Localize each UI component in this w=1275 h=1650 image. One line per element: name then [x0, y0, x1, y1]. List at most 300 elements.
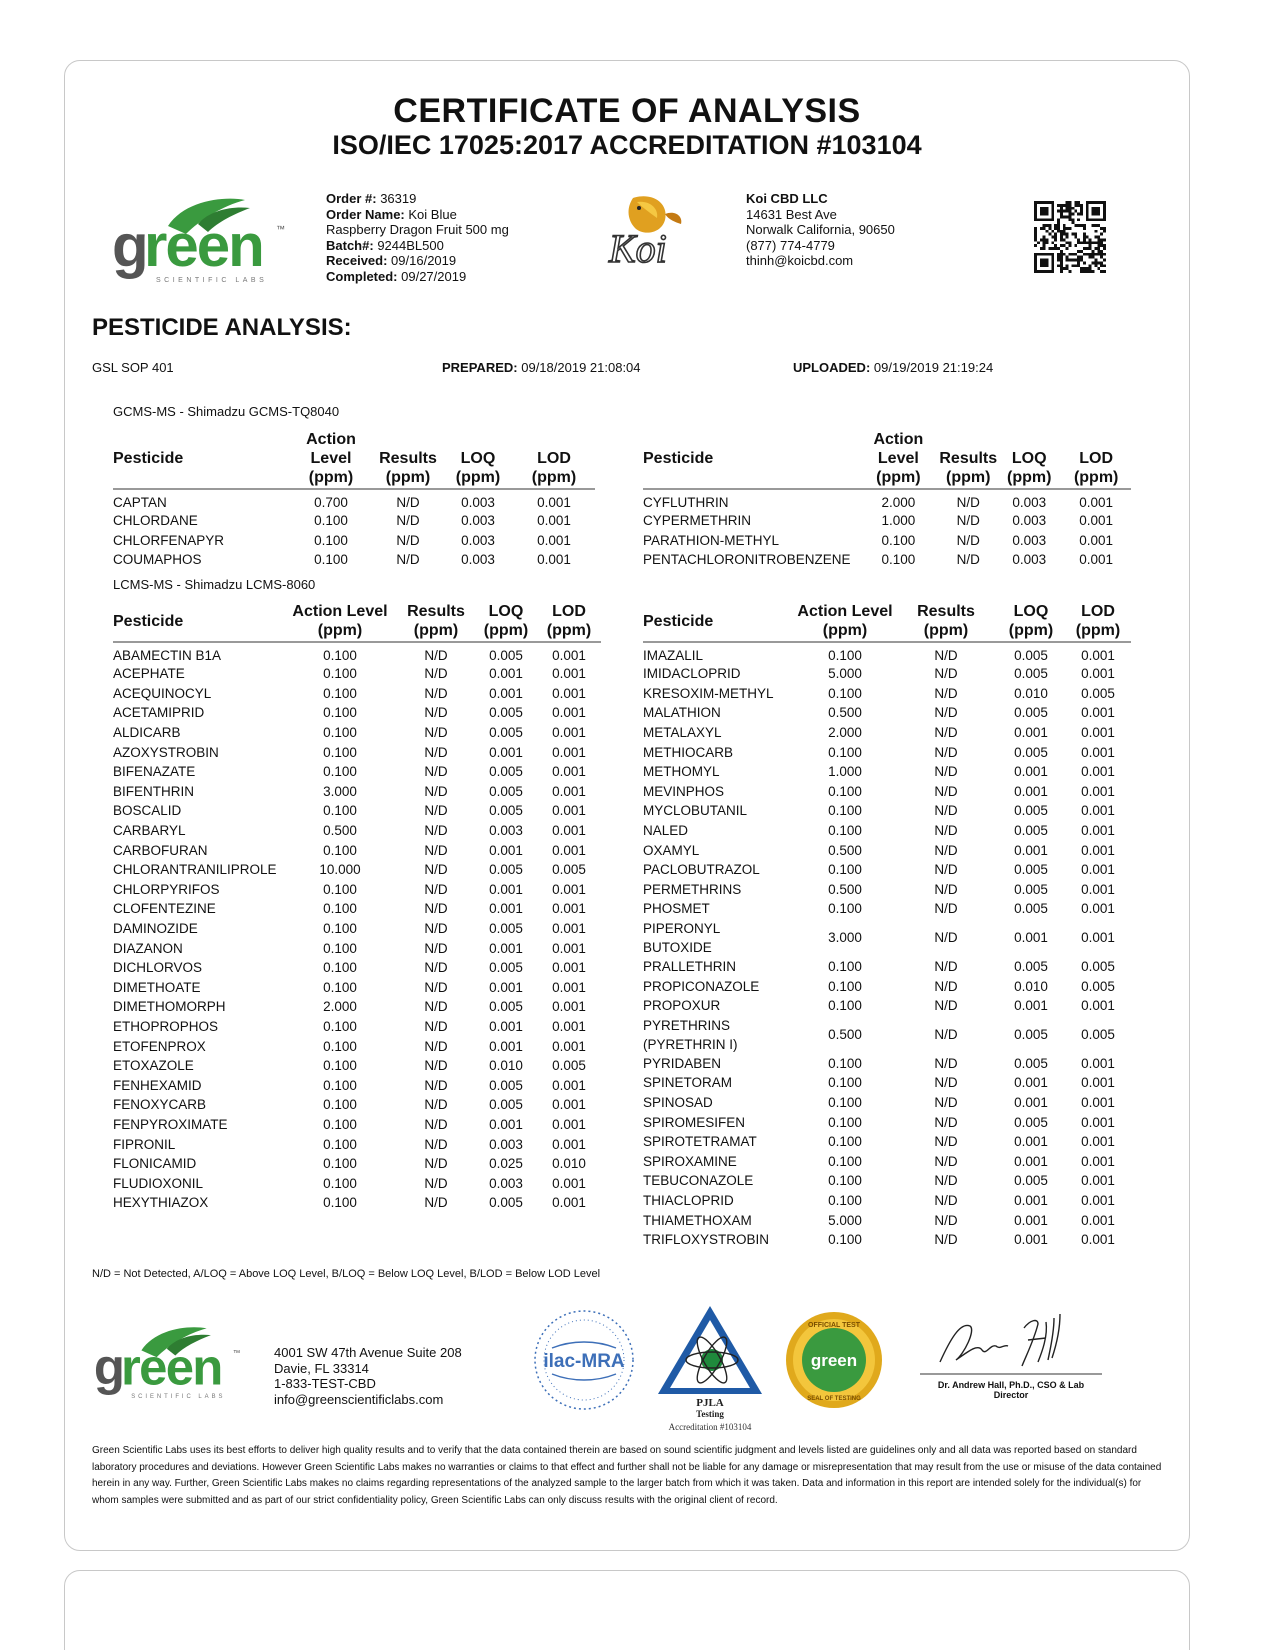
- loq-value: 0.005: [489, 1195, 523, 1211]
- loq-value: 0.010: [1014, 978, 1048, 994]
- table-row: [643, 684, 1131, 704]
- result-value: N/D: [956, 552, 980, 568]
- svg-text:g: g: [93, 1338, 124, 1396]
- lod-value: 0.001: [552, 979, 586, 995]
- action-level-value: 0.100: [828, 1094, 862, 1110]
- action-level-value: 0.100: [828, 1192, 862, 1208]
- action-level-value: 2.000: [881, 494, 916, 510]
- result-value: N/D: [934, 647, 958, 663]
- result-value: N/D: [424, 901, 448, 917]
- svg-text:reen: reen: [121, 1338, 222, 1396]
- green-scientific-labs-footer-logo: [92, 1325, 262, 1403]
- table-row: [113, 1017, 601, 1037]
- lod-value: 0.001: [1081, 842, 1115, 858]
- loq-value: 0.005: [489, 725, 523, 741]
- result-value: N/D: [956, 513, 980, 529]
- action-level-value: 0.100: [323, 940, 357, 956]
- client-name: Koi CBD LLC: [746, 191, 828, 206]
- svg-text:g: g: [112, 212, 147, 279]
- lod-value: 0.005: [1081, 1027, 1115, 1042]
- lod-value: 0.001: [552, 1195, 586, 1211]
- pesticide-name: CARBOFURAN: [113, 842, 208, 858]
- loq-value: 0.001: [489, 1038, 523, 1054]
- result-value: N/D: [934, 1075, 958, 1091]
- result-value: N/D: [934, 823, 958, 839]
- loq-value: 0.005: [1014, 647, 1048, 663]
- action-level-value: 0.100: [323, 685, 357, 701]
- action-level-value: 2.000: [828, 725, 862, 741]
- result-value: N/D: [424, 1038, 448, 1054]
- loq-value: 0.001: [1014, 725, 1048, 741]
- table-row: [113, 821, 601, 841]
- action-level-value: 0.100: [323, 1038, 357, 1054]
- table-row: [113, 1173, 601, 1193]
- svg-text:SCIENTIFIC LABS: SCIENTIFIC LABS: [156, 277, 268, 284]
- table-row: [113, 840, 601, 860]
- action-level-value: 0.100: [323, 1097, 357, 1113]
- result-value: N/D: [934, 1027, 958, 1042]
- svg-text:™: ™: [232, 1348, 241, 1358]
- result-value: N/D: [934, 1094, 958, 1110]
- result-value: N/D: [934, 1055, 958, 1071]
- lod-value: 0.001: [1081, 823, 1115, 839]
- table-row: [643, 1191, 1131, 1211]
- table-row: [643, 1093, 1131, 1113]
- abbreviation-legend: N/D = Not Detected, A/LOQ = Above LOQ Level, B/LOQ = Below LOQ Level, B/LOD = Below LOD Level: [92, 1268, 601, 1280]
- lod-value: 0.001: [552, 823, 586, 839]
- pesticide-name: MALATHION: [643, 705, 721, 721]
- action-level-value: 5.000: [828, 1212, 862, 1228]
- pesticide-header: Pesticide: [643, 602, 795, 642]
- pesticide-name: DAMINOZIDE: [113, 921, 198, 937]
- table-row: [113, 938, 601, 958]
- uploaded-timestamp: UPLOADED: 09/19/2019 21:19:24: [793, 360, 994, 375]
- result-value: N/D: [934, 1114, 958, 1130]
- action-level-value: 0.500: [828, 1027, 862, 1042]
- result-value: N/D: [934, 930, 958, 946]
- action-level-value: 0.100: [314, 532, 348, 548]
- table-row: [643, 976, 1131, 996]
- lod-value: 0.001: [1081, 901, 1115, 917]
- pesticide-name: ABAMECTIN B1A: [113, 647, 222, 663]
- result-value: N/D: [934, 1212, 958, 1228]
- table-row: [643, 1151, 1131, 1171]
- koi-fish-logo: [603, 194, 685, 270]
- lod-value: 0.001: [1081, 783, 1115, 799]
- result-value: N/D: [396, 552, 420, 568]
- table-row: [643, 1132, 1131, 1152]
- lod-value: 0.001: [537, 494, 571, 510]
- loq-value: 0.005: [1014, 1027, 1048, 1042]
- lod-value: 0.001: [1081, 725, 1115, 741]
- result-value: N/D: [934, 959, 958, 975]
- lod-value: 0.001: [1081, 1212, 1115, 1228]
- results-header: Results (ppm): [373, 430, 443, 489]
- pesticide-name: OXAMYL: [643, 842, 700, 858]
- lod-value: 0.001: [552, 960, 586, 976]
- result-value: N/D: [934, 764, 958, 780]
- pesticide-name: BIFENTHRIN: [113, 783, 194, 799]
- table-row: [113, 801, 601, 821]
- lod-value: 0.001: [1081, 1173, 1115, 1189]
- table-row: [113, 1075, 601, 1095]
- loq-value: 0.001: [1014, 1232, 1048, 1248]
- result-value: N/D: [934, 725, 958, 741]
- qr-code[interactable]: [1034, 201, 1106, 273]
- order-number: 36319: [380, 191, 417, 206]
- table-row: [113, 684, 601, 704]
- loq-header: LOQ (ppm): [997, 602, 1065, 642]
- pesticide-name: HEXYTHIAZOX: [113, 1195, 209, 1211]
- loq-value: 0.001: [1014, 1212, 1048, 1228]
- pesticide-name: THIACLOPRID: [643, 1192, 734, 1208]
- loq-value: 0.001: [489, 1116, 523, 1132]
- result-value: N/D: [424, 823, 448, 839]
- pesticide-name: CHLORDANE: [113, 513, 198, 529]
- loq-value: 0.001: [489, 744, 523, 760]
- lod-value: 0.001: [552, 999, 586, 1015]
- result-value: N/D: [934, 1153, 958, 1169]
- pesticide-name: CYFLUTHRIN: [643, 494, 729, 510]
- loq-value: 0.005: [489, 1077, 523, 1093]
- action-level-value: 0.100: [323, 921, 357, 937]
- action-level-value: 0.100: [323, 764, 357, 780]
- lod-value: 0.001: [1081, 1114, 1115, 1130]
- result-value: N/D: [424, 783, 448, 799]
- lod-value: 0.001: [1081, 1134, 1115, 1150]
- table-row: [113, 1193, 601, 1213]
- action-level-value: 0.100: [828, 1173, 862, 1189]
- table-row: [643, 1073, 1131, 1093]
- loq-value: 0.001: [489, 940, 523, 956]
- client-street: 14631 Best Ave: [746, 206, 837, 222]
- result-value: N/D: [934, 744, 958, 760]
- action-level-value: 0.100: [881, 552, 916, 568]
- svg-text:SEAL OF TESTING: SEAL OF TESTING: [807, 1396, 861, 1402]
- result-value: N/D: [424, 842, 448, 858]
- loq-value: 0.010: [1014, 685, 1048, 701]
- gcms-table-right: [643, 430, 1131, 570]
- table-row: [643, 957, 1131, 977]
- loq-value: 0.005: [489, 921, 523, 937]
- loq-value: 0.001: [1014, 998, 1048, 1014]
- pesticide-name: PYRIDABEN: [643, 1055, 722, 1071]
- lod-value: 0.001: [552, 647, 586, 663]
- pesticide-name: SPIROMESIFEN: [643, 1114, 746, 1130]
- loq-value: 0.001: [489, 666, 523, 682]
- next-page: [64, 1570, 1190, 1650]
- result-value: N/D: [424, 1077, 448, 1093]
- pesticide-name: TEBUCONAZOLE: [643, 1173, 754, 1189]
- loq-value: 0.005: [1014, 744, 1048, 760]
- action-level-value: 0.100: [828, 998, 862, 1014]
- pesticide-name: KRESOXIM-METHYL: [643, 685, 774, 701]
- table-row: [643, 899, 1131, 919]
- table-row: [643, 762, 1131, 782]
- lcms-table-right: [643, 602, 1131, 1249]
- pesticide-name: MEVINPHOS: [643, 783, 725, 799]
- loq-header: LOQ (ppm): [443, 430, 513, 489]
- result-value: N/D: [424, 647, 448, 663]
- action-level-value: 0.100: [828, 685, 862, 701]
- action-level-value: 0.100: [323, 1195, 357, 1211]
- loq-value: 0.001: [489, 979, 523, 995]
- pesticide-name: FLONICAMID: [113, 1156, 197, 1172]
- action-level-value: 0.100: [314, 552, 348, 568]
- svg-text:ilac-MRA: ilac-MRA: [543, 1351, 625, 1372]
- lod-value: 0.001: [552, 842, 586, 858]
- results-header: Results (ppm): [895, 602, 997, 642]
- action-level-value: 0.100: [828, 783, 862, 799]
- table-row: [113, 1036, 601, 1056]
- action-level-value: 5.000: [828, 666, 862, 682]
- lod-value: 0.001: [552, 1136, 586, 1152]
- table-row: [643, 821, 1131, 841]
- result-value: N/D: [934, 901, 958, 917]
- table-row: [113, 703, 601, 723]
- table-row: [643, 801, 1131, 821]
- lod-value: 0.001: [1081, 1232, 1115, 1248]
- action-level-value: 0.500: [828, 842, 862, 858]
- pesticide-header: Pesticide: [113, 430, 289, 489]
- table-row: [113, 1056, 601, 1076]
- table-row: [113, 511, 595, 531]
- loq-value: 0.005: [1014, 862, 1048, 878]
- pesticide-name: COUMAPHOS: [113, 552, 202, 568]
- action-level-value: 0.100: [323, 881, 357, 897]
- lod-value: 0.001: [537, 532, 571, 548]
- result-value: N/D: [424, 1058, 448, 1074]
- pesticide-name: CARBARYL: [113, 823, 186, 839]
- pesticide-header: Pesticide: [113, 602, 283, 642]
- loq-value: 0.001: [1014, 1134, 1048, 1150]
- action-level-value: 0.100: [828, 1114, 862, 1130]
- lod-header: LOD (ppm): [1061, 430, 1131, 489]
- lod-value: 0.005: [1081, 959, 1115, 975]
- green-official-test-seal: [784, 1310, 884, 1410]
- table-row: [643, 550, 1131, 570]
- pesticide-name: FLUDIOXONIL: [113, 1175, 204, 1191]
- table-row: [643, 511, 1131, 531]
- lod-value: 0.001: [1081, 647, 1115, 663]
- loq-value: 0.001: [1014, 1153, 1048, 1169]
- action-level-value: 0.100: [828, 647, 862, 663]
- svg-text:PJLA: PJLA: [696, 1397, 724, 1409]
- table-row: [113, 782, 601, 802]
- pjla-accreditation-number: Accreditation #103104: [668, 1422, 752, 1432]
- client-email: thinh@koicbd.com: [746, 253, 854, 269]
- pesticide-name: PROPOXUR: [643, 998, 721, 1014]
- action-level-value: 2.000: [323, 999, 357, 1015]
- lod-value: 0.001: [1081, 1055, 1115, 1071]
- result-value: N/D: [934, 998, 958, 1014]
- result-value: N/D: [424, 803, 448, 819]
- action-level-value: 0.100: [323, 960, 357, 976]
- table-row: [113, 880, 601, 900]
- table-row: [643, 880, 1131, 900]
- pesticide-name: SPIROTETRAMAT: [643, 1134, 757, 1150]
- action-level-value: 0.700: [314, 494, 348, 510]
- pesticide-name: CHLORPYRIFOS: [113, 881, 220, 897]
- pesticide-name: ACEQUINOCYL: [113, 685, 212, 701]
- loq-value: 0.005: [1014, 823, 1048, 839]
- lod-value: 0.001: [1081, 705, 1115, 721]
- lod-value: 0.010: [552, 1156, 586, 1172]
- action-level-value: 0.100: [323, 1116, 357, 1132]
- pesticide-name: PACLOBUTRAZOL: [643, 862, 760, 878]
- action-level-value: 0.100: [828, 901, 862, 917]
- action-level-value: 0.100: [323, 705, 357, 721]
- table-row: [113, 1095, 601, 1115]
- action-level-value: 10.000: [319, 862, 361, 878]
- result-value: N/D: [424, 979, 448, 995]
- loq-value: 0.001: [1014, 783, 1048, 799]
- result-value: N/D: [956, 494, 980, 510]
- loq-value: 0.003: [489, 823, 523, 839]
- action-level-value: 3.000: [323, 783, 357, 799]
- table-row: [643, 703, 1131, 723]
- table-row: [643, 996, 1131, 1016]
- pesticide-name: DICHLORVOS: [113, 960, 203, 976]
- pesticide-name: CLOFENTEZINE: [113, 901, 216, 917]
- action-level-header: Action Level (ppm): [283, 602, 397, 642]
- loq-value: 0.001: [489, 842, 523, 858]
- result-value: N/D: [424, 1097, 448, 1113]
- result-value: N/D: [396, 513, 420, 529]
- loq-value: 0.003: [489, 1175, 523, 1191]
- result-value: N/D: [424, 705, 448, 721]
- table-row: [113, 899, 601, 919]
- action-level-value: 0.100: [323, 1175, 357, 1191]
- pesticide-name: ACETAMIPRID: [113, 705, 205, 721]
- svg-text:reen: reen: [144, 212, 263, 279]
- lod-value: 0.001: [552, 764, 586, 780]
- table-row: [643, 723, 1131, 743]
- result-value: N/D: [934, 685, 958, 701]
- gcms-table-left: [113, 430, 595, 570]
- order-info: Order #: 36319 Order Name: Koi Blue Raspberry Dragon Fruit 500 mg Batch#: 9244BL500 Received: 09/16/2019 Completed: 09/27/2019: [326, 191, 509, 284]
- table-row: [643, 919, 1131, 957]
- action-level-value: 0.100: [323, 666, 357, 682]
- table-row: [113, 642, 601, 664]
- pesticide-name: CHLORFENAPYR: [113, 532, 225, 548]
- pesticide-name: ETHOPROPHOS: [113, 1018, 219, 1034]
- svg-text:Testing: Testing: [696, 1409, 724, 1419]
- pesticide-name: SPINETORAM: [643, 1075, 733, 1091]
- svg-text:™: ™: [276, 224, 285, 234]
- lod-value: 0.001: [552, 803, 586, 819]
- pesticide-name: ACEPHATE: [113, 666, 185, 682]
- gcms-instrument-label: GCMS-MS - Shimadzu GCMS-TQ8040: [113, 404, 340, 419]
- lod-value: 0.001: [1079, 532, 1114, 548]
- svg-text:OFFICIAL TEST: OFFICIAL TEST: [808, 1322, 860, 1329]
- disclaimer-text: Green Scientific Labs uses its best efforts to deliver high quality results and to verify that the data contained therein are based on sound scientific judgment and levels listed are guidelines only and all data was reported based on standard laboratory procedures and deviations. However Green Scientific Labs makes no warranties or claims to that effect and further shall not be liable for any damage or misrepresentation that may result from the use or misuse of the data contained herein in any way. Further, Green Scientific Labs makes no claims regarding representations of the analyzed sample to the larger batch from which it was taken. Data and information in this report are intended solely for the individual(s) for whom samples were submitted and as part of our strict confidentiality policy, Green Scientific Labs can only discuss results with the original client of record.: [92, 1445, 1162, 1506]
- pesticide-name: BOSCALID: [113, 803, 182, 819]
- result-value: N/D: [424, 764, 448, 780]
- action-level-value: 0.100: [323, 647, 357, 663]
- action-level-value: 0.100: [323, 1136, 357, 1152]
- green-scientific-labs-logo: [110, 196, 310, 288]
- svg-text:SCIENTIFIC LABS: SCIENTIFIC LABS: [131, 1393, 226, 1400]
- result-value: N/D: [424, 862, 448, 878]
- action-level-value: 1.000: [881, 513, 916, 529]
- table-row: [113, 531, 595, 551]
- lod-value: 0.001: [552, 1077, 586, 1093]
- action-level-value: 0.100: [828, 1055, 862, 1071]
- loq-value: 0.003: [1012, 532, 1047, 548]
- action-level-value: 0.100: [828, 1153, 862, 1169]
- lod-value: 0.001: [1081, 1075, 1115, 1091]
- action-level-value: 0.100: [323, 1077, 357, 1093]
- pesticide-name: MYCLOBUTANIL: [643, 803, 748, 819]
- action-level-value: 3.000: [828, 930, 862, 946]
- result-value: N/D: [934, 1173, 958, 1189]
- action-level-value: 0.100: [828, 744, 862, 760]
- action-level-value: 0.100: [323, 1058, 357, 1074]
- result-value: N/D: [934, 1232, 958, 1248]
- pesticide-name: CAPTAN: [113, 494, 167, 510]
- table-row: [113, 550, 595, 570]
- pesticide-name: PRALLETHRIN: [643, 959, 737, 975]
- lod-value: 0.005: [552, 1058, 586, 1074]
- result-value: N/D: [424, 1175, 448, 1191]
- action-level-value: 0.100: [323, 842, 357, 858]
- pesticide-name: ALDICARB: [113, 725, 181, 741]
- lod-value: 0.001: [1081, 744, 1115, 760]
- action-level-value: 0.100: [828, 823, 862, 839]
- lod-value: 0.001: [552, 901, 586, 917]
- lod-value: 0.001: [552, 1038, 586, 1054]
- loq-header: LOQ (ppm): [475, 602, 537, 642]
- lod-value: 0.001: [552, 744, 586, 760]
- pesticide-header: Pesticide: [643, 430, 857, 489]
- client-info: [746, 191, 895, 269]
- pesticide-name: DIMETHOMORPH: [113, 999, 226, 1015]
- lcms-table-left: [113, 602, 601, 1213]
- result-value: N/D: [934, 1134, 958, 1150]
- result-value: N/D: [934, 862, 958, 878]
- lod-header: LOD (ppm): [513, 430, 595, 489]
- table-row: [113, 860, 601, 880]
- lod-value: 0.005: [552, 862, 586, 878]
- table-row: [113, 1134, 601, 1154]
- lod-header: LOD (ppm): [1065, 602, 1131, 642]
- pesticide-name: AZOXYSTROBIN: [113, 744, 219, 760]
- svg-text:Koi: Koi: [609, 226, 667, 270]
- pesticide-name: ETOXAZOLE: [113, 1058, 194, 1074]
- lod-value: 0.001: [1081, 930, 1115, 946]
- table-row: [113, 1115, 601, 1135]
- pesticide-name: SPIROXAMINE: [643, 1153, 737, 1169]
- pesticide-name: PYRETHRINS (PYRETHRIN I): [643, 1017, 738, 1052]
- pesticide-name: IMIDACLOPRID: [643, 666, 741, 682]
- loq-value: 0.001: [1014, 1094, 1048, 1110]
- page-title: CERTIFICATE OF ANALYSIS: [393, 92, 861, 130]
- loq-value: 0.005: [1014, 1055, 1048, 1071]
- action-level-value: 0.100: [314, 513, 348, 529]
- loq-value: 0.005: [1014, 666, 1048, 682]
- result-value: N/D: [424, 1156, 448, 1172]
- pesticide-name: PIPERONYL BUTOXIDE: [643, 920, 721, 955]
- pesticide-name: FENHEXAMID: [113, 1077, 202, 1093]
- action-level-value: 0.100: [323, 803, 357, 819]
- client-city: Norwalk California, 90650: [746, 222, 895, 238]
- loq-value: 0.005: [489, 705, 523, 721]
- pesticide-name: SPINOSAD: [643, 1094, 713, 1110]
- pesticide-name: THIAMETHOXAM: [643, 1212, 752, 1228]
- result-value: N/D: [424, 744, 448, 760]
- pesticide-name: CHLORANTRANILIPROLE: [113, 862, 277, 878]
